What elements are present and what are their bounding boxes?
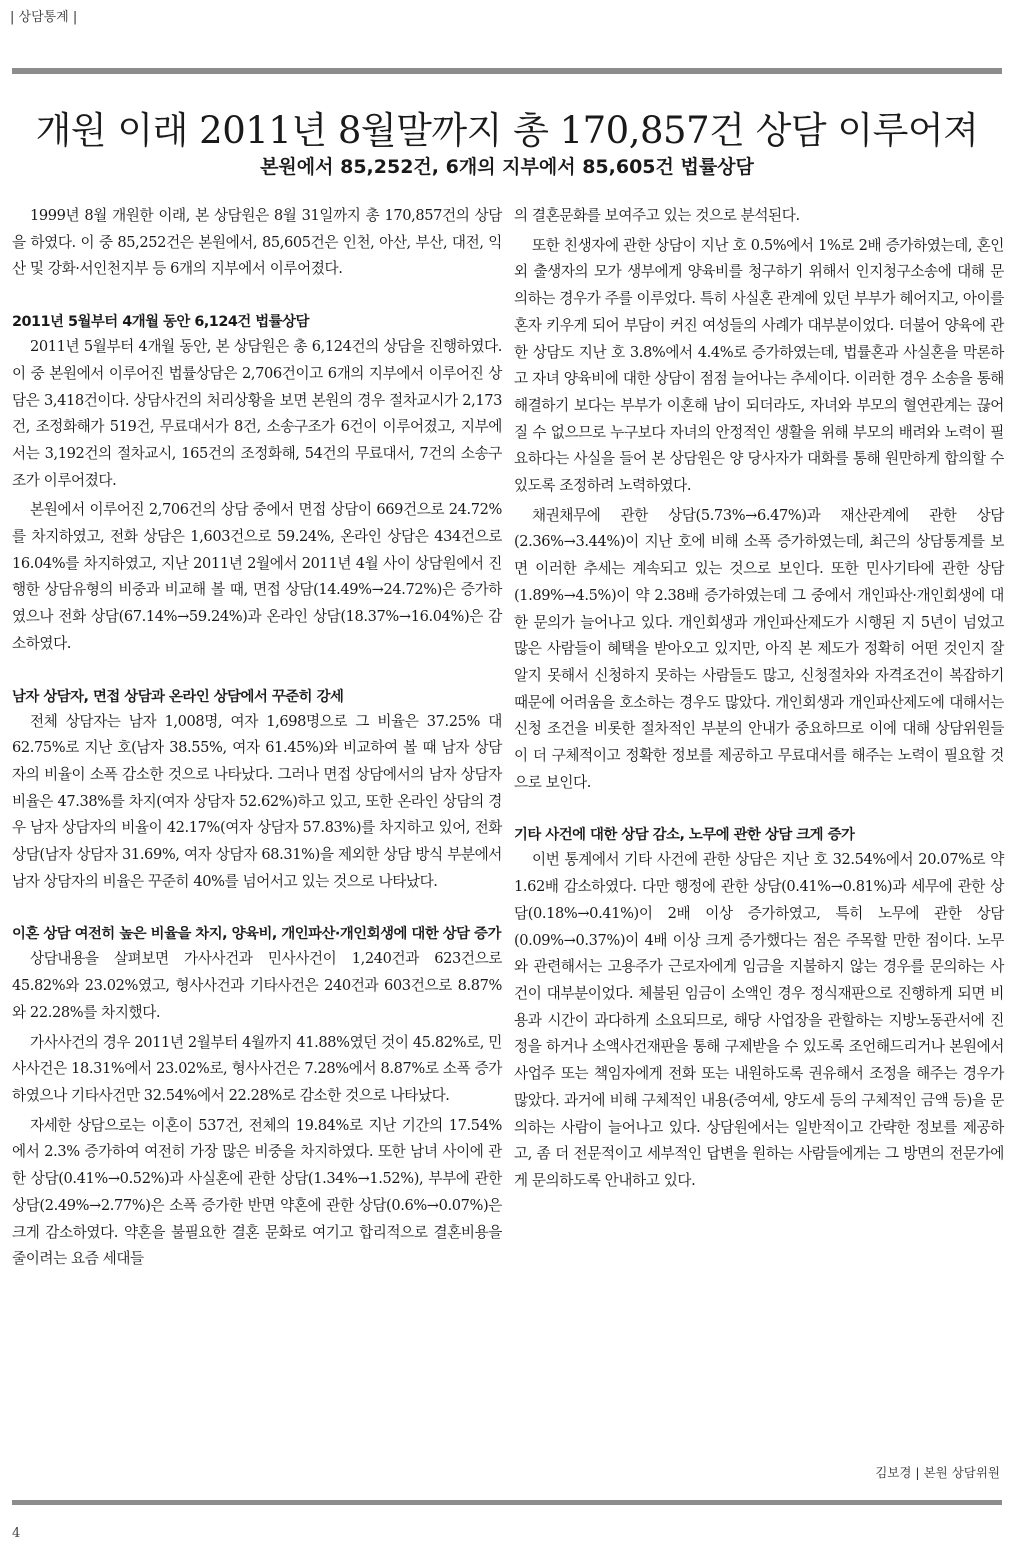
section-heading: 2011년 5월부터 4개월 동안 6,124건 법률상담 — [12, 314, 309, 331]
article-subtitle: 본원에서 85,252건, 6개의 지부에서 85,605건 법률상담 — [260, 156, 754, 178]
body-paragraph: 2011년 5월부터 4개월 동안, 본 상담원은 총 6,124건의 상담을 진행하였다. 이 중 본원에서 이루어진 법률상담은 2,706건이고 6개의 지부에서 이루어진 상담은 3,418건이다. 상담사건의 처리상황을 보면 본원의 경우 절차교시가 2,173건, 조정화해가 519건, 무료대서가 8건, 소송구조가 6건이 이루어졌고, 지부에서는 3,192건의 절차교시, 165건의 조정화해, 54건의 무료대서, 7건의 소송구조가 이루어졌다. — [12, 338, 502, 489]
author-byline: 김보경 | 본원 상담위원 — [875, 1465, 1000, 1480]
body-paragraph: 상담내용을 살펴보면 가사사건과 민사사건이 1,240건과 623건으로 45.82%와 23.02%였고, 형사사건과 기타사건은 240건과 603건으로 8.87%와 22.28%를 차지했다. — [12, 950, 502, 1021]
article-title: 개원 이래 2011년 8월말까지 총 170,857건 상담 이루어져 — [35, 109, 979, 152]
section-heading: 기타 사건에 대한 상담 감소, 노무에 관한 상담 크게 증가 — [514, 827, 855, 844]
body-paragraph: 채권채무에 관한 상담(5.73%→6.47%)과 재산관계에 관한 상담(2.36%→3.44%)이 지난 호에 비해 소폭 증가하였는데, 최근의 상담통계를 보면 이러한 추세는 계속되고 있는 것으로 보인다. 또한 민사기타에 관한 상담(1.89%→4.5%)이 약 2.38배 증가하였는데 그 중에서 개인파산·개인회생에 대한 문의가 늘어나고 있다. 개인회생과 개인파산제도가 시행된 지 5년이 넘었고 많은 사람들이 혜택을 받아오고 있지만, 아직 본 제도가 정확히 어떤 것인지 잘 알지 못해서 신청하지 못하는 사람들도 많고, 신청절차와 자격조건이 복잡하기 때문에 어려움을 호소하는 경우도 많았다. 개인회생과 개인파산제도에 대해서는 신청 조건을 비롯한 절차적인 부분의 안내가 중요하므로 이에 대해 상담위원들이 더 구체적이고 정확한 정보를 제공하고 무료대서를 해주는 노력이 필요할 것으로 보인다. — [514, 506, 1004, 791]
body-paragraph: 본원에서 이루어진 2,706건의 상담 중에서 면접 상담이 669건으로 24.72%를 차지하였고, 전화 상담은 1,603건으로 59.24%, 온라인 상담은 434건으로 16.04%를 차지하였고, 지난 2011년 2월에서 2011년 4월 사이 상담원에서 진행한 상담유형의 비중과 비교해 볼 때, 면접 상담(14.49%→24.72%)은 증가하였으나 전화 상담(67.14%→59.24%)과 온라인 상담(18.37%→16.04%)은 감소하였다. — [12, 501, 502, 652]
section-heading: 이혼 상담 여전히 높은 비율을 차지, 양육비, 개인파산·개인회생에 대한 상담 증가 — [12, 926, 501, 943]
bottom-divider — [12, 1500, 1002, 1505]
right-column — [514, 203, 1004, 1198]
page-number: 4 — [12, 1526, 21, 1541]
section-heading: 남자 상담자, 면접 상담과 온라인 상담에서 꾸준히 강세 — [12, 688, 344, 705]
section-label: | 상담통계 | — [10, 10, 78, 25]
body-paragraph: 전체 상담자는 남자 1,008명, 여자 1,698명으로 그 비율은 37.25% 대 62.75%로 지난 호(남자 38.55%, 여자 61.45%)와 비교하여 볼 때 남자 상담자의 비율이 소폭 감소한 것으로 나타났다. 그러나 면접 상담에서의 남자 상담자 비율은 47.38%를 차지(여자 상담자 52.62%)하고 있고, 또한 온라인 상담의 경우 남자 상담자의 비율이 42.17%(여자 상담자 57.83%)를 차지하고 있어, 전화 상담(남자 상담자 31.69%, 여자 상담자 68.31%)을 제외한 상담 방식 부분에서 남자 상담자의 비율은 꾸준히 40%를 넘어서고 있는 것으로 나타났다. — [12, 712, 502, 890]
top-divider — [12, 68, 1002, 74]
intro-paragraph: 1999년 8월 개원한 이래, 본 상담원은 8월 31일까지 총 170,857건의 상담을 하였다. 이 중 85,252건은 본원에서, 85,605건은 인천, 아산, 부산, 대전, 익산 및 강화·서인천지부 등 6개의 지부에서 이루어졌다. — [12, 207, 502, 278]
body-paragraph: 가사사건의 경우 2011년 2월부터 4월까지 41.88%였던 것이 45.82%로, 민사사건은 18.31%에서 23.02%로, 형사사건은 7.28%에서 8.87%로 소폭 증가하였으나 기타사건만 32.54%에서 22.28%로 감소한 것으로 나타났다. — [12, 1033, 502, 1104]
body-paragraph: 자세한 상담으로는 이혼이 537건, 전체의 19.84%로 지난 기간의 17.54%에서 2.3% 증가하여 여전히 가장 많은 비중을 차지하였다. 또한 남녀 사이에 관한 상담(0.41%→0.52%)과 사실혼에 관한 상담(1.34%→1.52%), 부부에 관한 상담(2.49%→2.77%)은 소폭 증가한 반면 약혼에 관한 상담(0.6%→0.07%)은 크게 감소하였다. 약혼을 불필요한 결혼 문화로 여기고 합리적으로 결혼비용을 줄이려는 요즘 세대들 — [12, 1116, 502, 1268]
body-paragraph: 또한 친생자에 관한 상담이 지난 호 0.5%에서 1%로 2배 증가하였는데, 혼인 외 출생자의 모가 생부에게 양육비를 청구하기 위해서 인지청구소송에 대해 문의하는 경우가 주를 이루었다. 특히 사실혼 관계에 있던 부부가 헤어지고, 아이를 혼자 키우게 되어 부담이 커진 여성들의 사례가 대부분이었다. 더불어 양육에 관한 상담도 지난 호 3.8%에서 4.4%로 증가하였는데, 법률혼과 사실혼을 막론하고 자녀 양육비에 대한 상담이 점점 늘어나는 추세이다. 이러한 경우 소송을 통해 해결하기 보다는 부부가 이혼해 남이 되더라도, 자녀와 부모의 혈연관계는 끊어질 수 없으므로 누구보다 자녀의 안정적인 생활을 위해 부모의 배려와 노력이 필요하다는 사실을 들어 본 상담원은 양 당사자가 대화를 통해 원만하게 합의할 수 있도록 조정하려 노력하였다. — [514, 236, 1004, 495]
continued-paragraph: 의 결혼문화를 보여주고 있는 것으로 분석된다. — [514, 207, 800, 224]
left-column — [12, 203, 502, 1276]
body-paragraph: 이번 통계에서 기타 사건에 관한 상담은 지난 호 32.54%에서 20.07%로 약 1.62배 감소하였다. 다만 행정에 관한 상담(0.41%→0.81%)과 세무에 관한 상담(0.18%→0.41%)이 2배 이상 증가하였고, 특히 노무에 관한 상담(0.09%→0.37%)이 4배 이상 크게 증가했다는 점은 주목할 만한 점이다. 노무와 관련해서는 고용주가 근로자에게 임금을 지불하지 않는 경우를 문의하는 사건이 대부분이었다. 체불된 임금이 소액인 경우 정식재판으로 진행하게 되면 비용과 시간이 과다하게 소요되므로, 해당 사업장을 관할하는 지방노동관서에 진정을 하거나 소액사건재판을 통해 구제받을 수 있도록 조언해드리거나 본원에서 사업주 또는 책임자에게 전화 또는 내원하도록 권유해서 조정을 해주는 경우가 많았다. 과거에 비해 구체적인 내용(증여세, 양도세 등의 구체적인 금액 등)을 문의하는 사람이 늘어나고 있다. 상담원에서는 일반적이고 간략한 정보를 제공하고, 좀 더 전문적이고 세부적인 답변을 원하는 사람들에게는 그 방면의 전문가에게 문의하도록 안내하고 있다. — [514, 851, 1004, 1189]
